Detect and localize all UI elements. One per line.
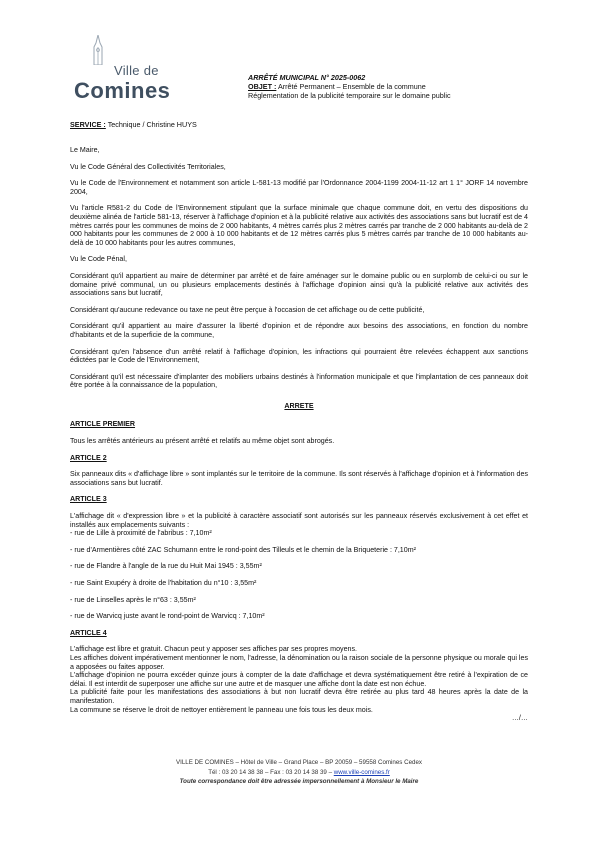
intro-paragraph: Considérant qu'il appartient au maire de déterminer par arrêté et de faire aménager sur le domaine public ou en surplomb de celui-ci ou sur le domaine privé communal, un ou plusieurs emplacements destinés à l'affichage d'opinion ainsi qu'à la publicité relative aux activités des associations sans but lucratif, xyxy=(70,271,528,298)
article-4-paragraph: L'affichage d'opinion ne pourra excéder quinze jours à compter de la date d'affichage et devra systématiquement être retiré à l'expiration de ce délai. Il est interdit de superposer une affiche sur une autre et de masquer une affiche dont la date est non échue. xyxy=(70,671,528,688)
service-line xyxy=(70,120,197,129)
decree-header xyxy=(248,73,548,100)
article-3-text: L'affichage dit « d'expression libre » et la publicité à caractère associatif sont autorisés sur les panneaux réservés exclusivement à cet effet et installés aux emplacements suivants : xyxy=(70,512,528,529)
article-1-title: ARTICLE PREMIER xyxy=(70,420,136,429)
intro-paragraph: Vu le Code Général des Collectivités Territoriales, xyxy=(70,162,226,171)
logo-comines-text: Comines xyxy=(74,78,171,103)
service-label: SERVICE : xyxy=(70,120,106,129)
location-item: - rue de Linselles après le n°63 : 3,55m² xyxy=(70,595,196,604)
intro-paragraph: Considérant qu'il appartient au maire d'assurer la liberté d'opinion et de répondre aux besoins des associations, en fonction du nombre d'habitants et de la superficie de la commune, xyxy=(70,322,528,339)
city-logo xyxy=(70,35,171,115)
location-item: - rue de Lille à proximité de l'abribus : 7,10m² xyxy=(70,529,212,538)
article-2-text: Six panneaux dits « d'affichage libre » sont implantés sur le territoire de la commune. Ils sont réservés à l'affichage d'opinion et à l'information des associations sans but lucratif. xyxy=(70,470,528,487)
page-footer xyxy=(70,758,528,787)
article-4-paragraph: La publicité faite pour les manifestations des associations à but non lucratif devra être retirée au plus tard 48 heures après la date de la manifestation. xyxy=(70,688,528,705)
location-item: - rue de Flandre à l'angle de la rue du Huit Mai 1945 : 3,55m² xyxy=(70,562,262,571)
arrete-title: ARRETE xyxy=(284,401,314,410)
intro-paragraph: Considérant qu'aucune redevance ou taxe ne peut être perçue à l'occasion de cet affichage ou de cette publicité, xyxy=(70,305,425,314)
objet-text: Arrêté Permanent – Ensemble de la commune xyxy=(276,82,426,91)
location-item: - rue Saint Exupéry à droite de l'habitation du n°10 : 3,55m² xyxy=(70,579,257,587)
article-4-title: ARTICLE 4 xyxy=(70,628,107,637)
footer-address: VILLE DE COMINES – Hôtel de Ville – Grand Place – BP 20059 – 59558 Comines Cedex xyxy=(175,759,423,766)
intro-paragraph: Vu l'article R581-2 du Code de l'Environnement stipulant que la surface minimale que chaque commune doit, en vertu des dispositions du deuxième alinéa de l'article 581-13, réserver à l'affichage d'opinion et à la publicité relative aux activités des associations sans but lucratif est de 4 mètres carrés pour les communes de moins de 2 000 habitants, 4 mètres carrés plus 2 mètres carrés par tranche de 2 000 habitants au-delà de 2 000 habitants pour les communes de 2 000 à 10 000 habitants et de 12 mètres carrés plus 5 mètres carrés par tranche de 10 000 habitants au-delà de 10 000 habitants pour les autres communes, xyxy=(70,204,528,247)
objet-label: OBJET : xyxy=(248,82,277,91)
website-link[interactable]: www.ville-comines.fr xyxy=(333,768,390,776)
decree-objet xyxy=(248,82,548,91)
church-tower-icon xyxy=(88,35,108,65)
article-1-text: Tous les arrêtés antérieurs au présent arrêté et relatifs au même objet sont abrogés. xyxy=(70,437,335,446)
intro-paragraph: Considérant qu'il est nécessaire d'implanter des mobiliers urbains destinés à l'information municipale et que l'implantation de ces panneaux doit être portée à la connaissance de la population, xyxy=(70,372,528,390)
article-4-paragraph: L'affichage est libre et gratuit. Chacun peut y apposer ses affiches par ses propres moyens. xyxy=(70,645,357,654)
intro-paragraph: Considérant qu'en l'absence d'un arrêté relatif à l'affichage d'opinion, les infractions qui pourraient être relevées échappent aux sanctions édictées par le Code de l'Environnement, xyxy=(70,347,528,365)
objet-line2: Réglementation de la publicité temporaire sur le domaine public xyxy=(248,91,451,100)
article-2-title: ARTICLE 2 xyxy=(70,453,107,462)
decree-body xyxy=(70,146,528,731)
continued-marker: …/… xyxy=(511,714,528,723)
footer-contact xyxy=(70,768,528,778)
service-text: Technique / Christine HUYS xyxy=(105,120,197,129)
location-item: - rue d'Armentières côté ZAC Schumann entre le rond-point des Tilleuls et le chemin de la Briqueterie : 7,10m² xyxy=(70,545,416,554)
article-4-paragraph: Les affiches doivent impérativement mentionner le nom, l'adresse, la dénomination ou la raison sociale de la personne physique ou morale qui les a apposées ou faites apposer. xyxy=(70,653,528,671)
intro-paragraph: Le Maire, xyxy=(70,146,100,154)
footer-notice: Toute correspondance doit être adressée impersonnellement à Monsieur le Maire xyxy=(179,778,419,785)
intro-paragraph: Vu le Code Pénal, xyxy=(70,255,127,264)
decree-number: ARRÊTÉ MUNICIPAL N° 2025-0062 xyxy=(248,73,366,82)
footer-phone-fax: Tél : 03 20 14 38 38 – Fax : 03 20 14 38 39 – xyxy=(208,768,334,776)
logo-ville-text: Ville de xyxy=(114,63,159,78)
article-3-title: ARTICLE 3 xyxy=(70,495,107,504)
location-item: - rue de Warvicq juste avant le rond-point de Warvicq : 7,10m² xyxy=(70,612,265,621)
intro-paragraph: Vu le Code de l'Environnement et notamment son article L-581-13 modifié par l'Ordonnance 2004-1199 2004-11-12 art 1 1° JORF 14 novembre 2004, xyxy=(70,179,528,196)
article-4-paragraph: La commune se réserve le droit de nettoyer entièrement le panneau une fois tous les deux mois. xyxy=(70,705,373,714)
